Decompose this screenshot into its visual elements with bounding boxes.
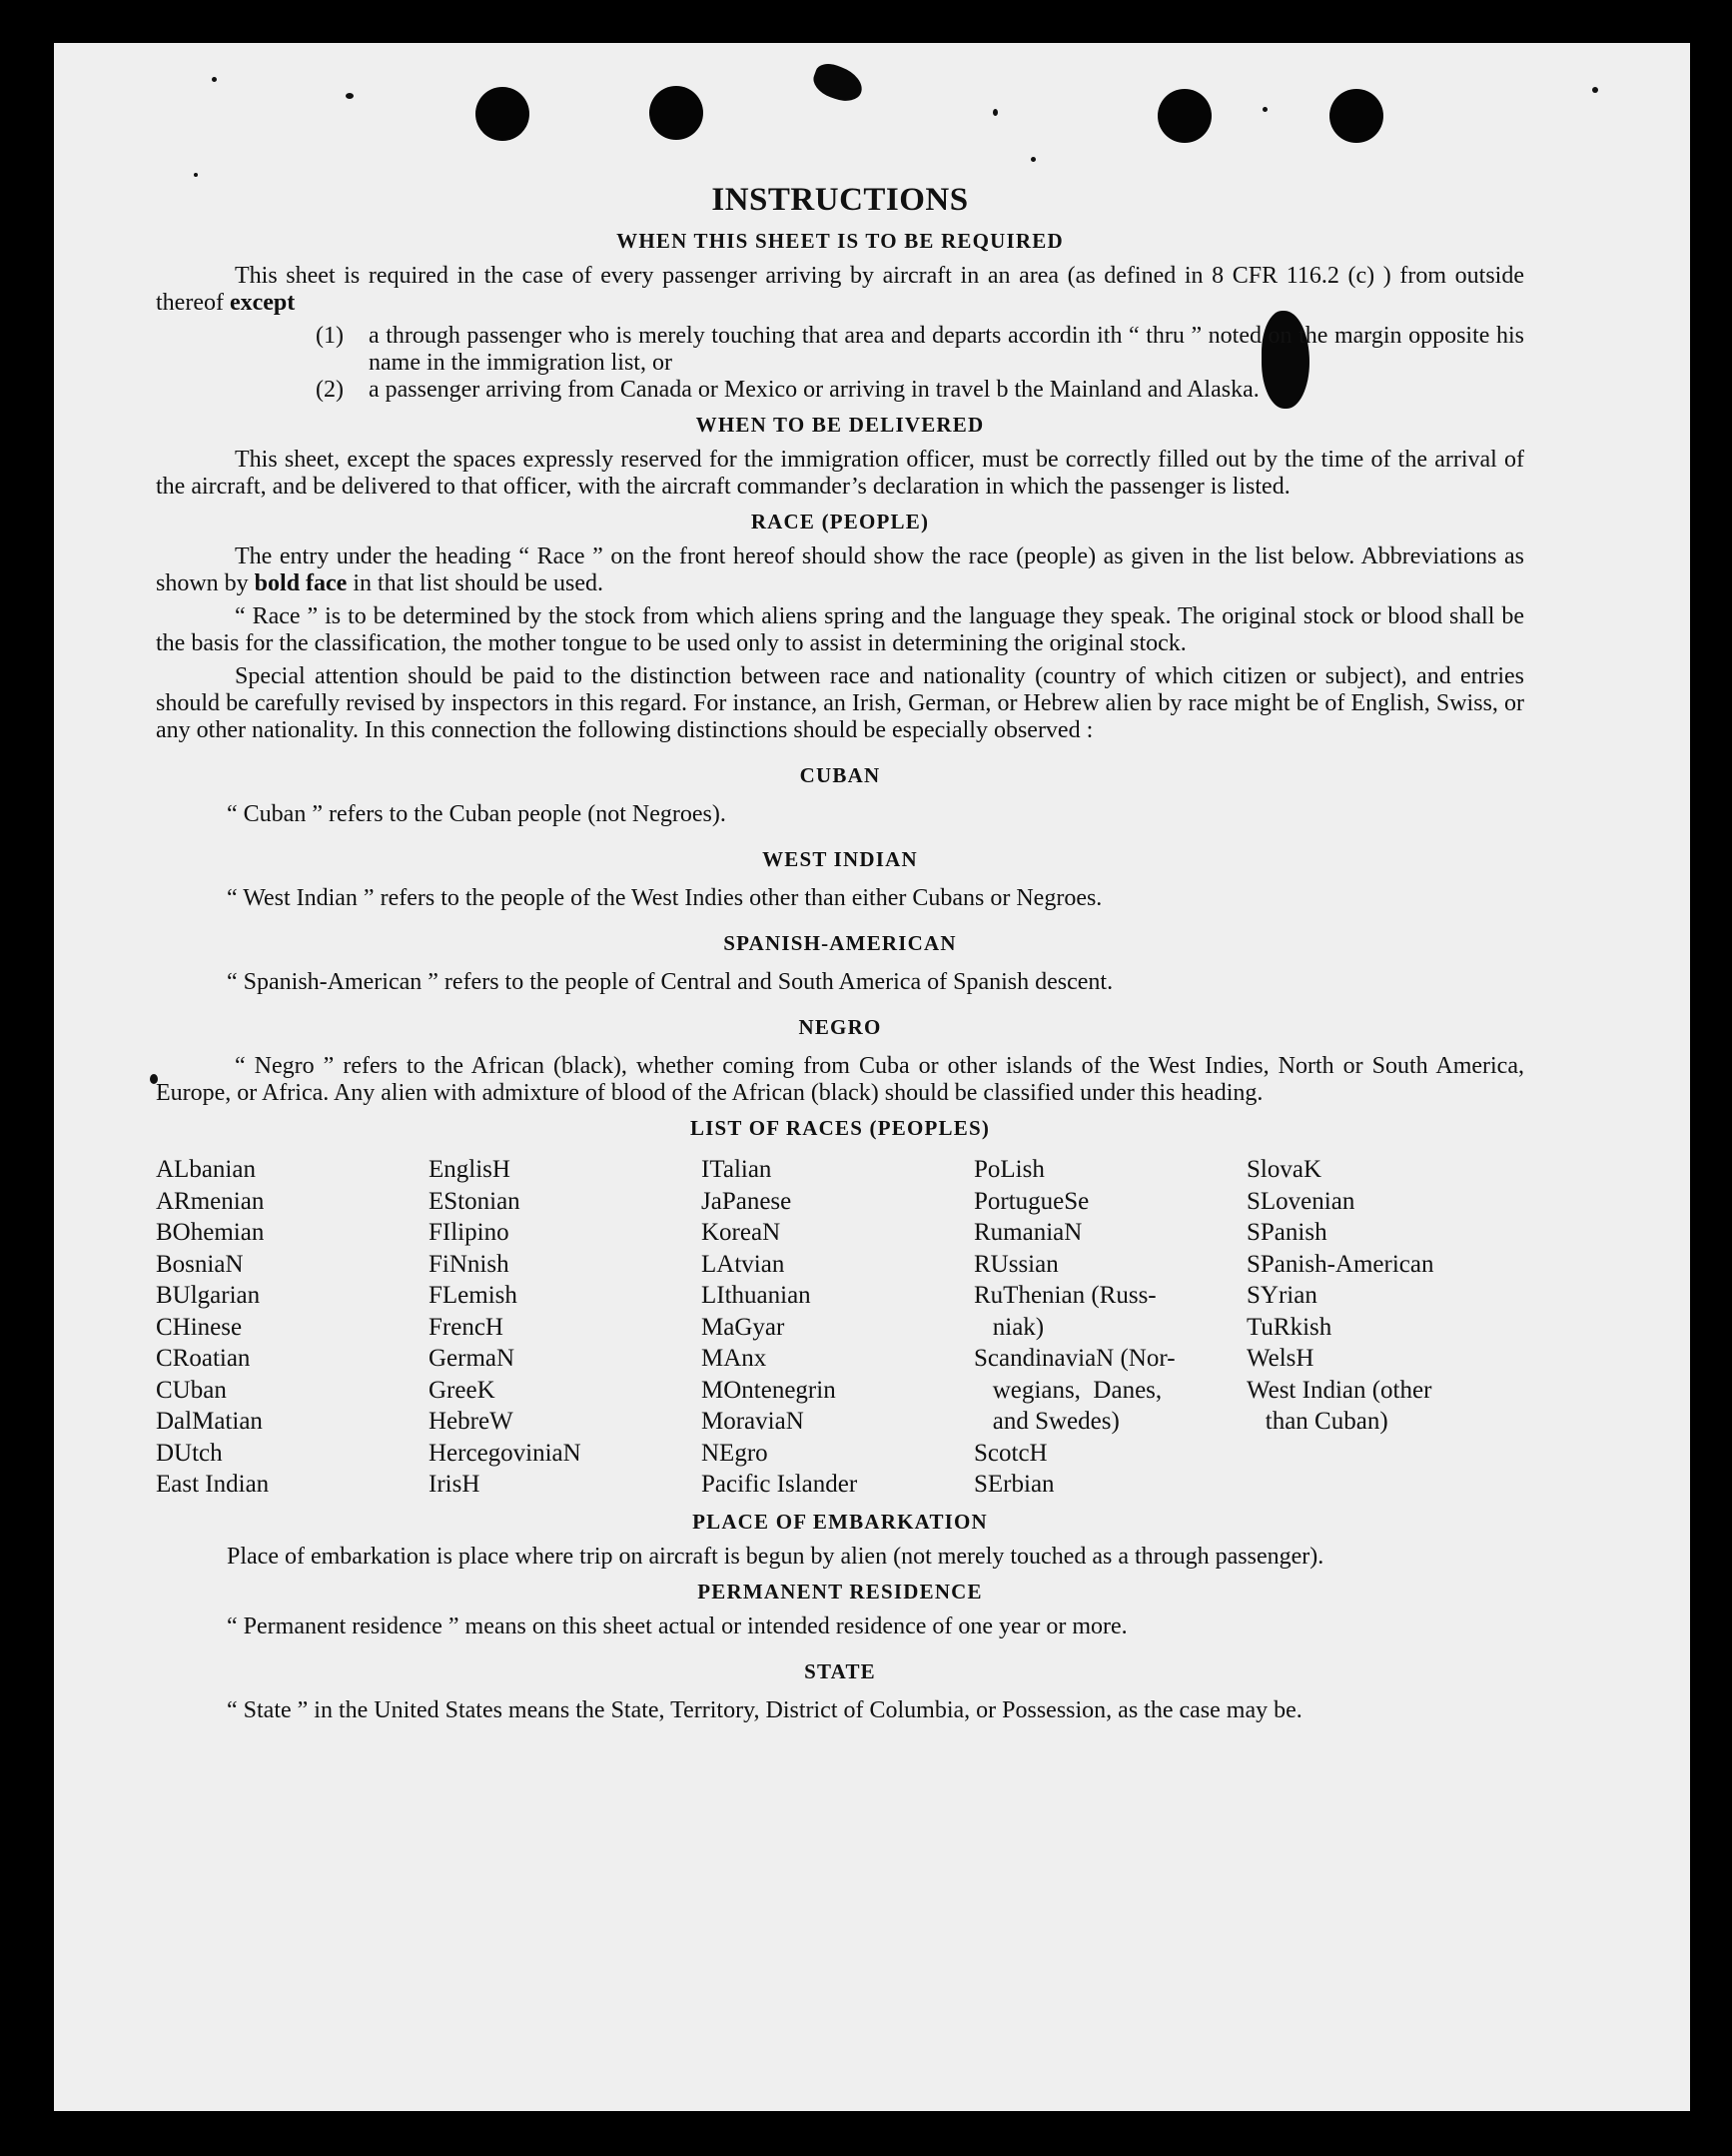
race-item: GreeK [429, 1376, 495, 1404]
section-heading: WHEN THIS SHEET IS TO BE REQUIRED [616, 229, 1064, 253]
list-item [316, 323, 1524, 377]
paragraph: “ State ” in the United States means the State, Territory, District of Columbia, or Possession, as the case may be. [227, 1696, 1302, 1723]
section-heading: SPANISH-AMERICAN [723, 931, 957, 955]
paragraph: “ Race ” is to be determined by the stock from which aliens spring and the language they speak. The original stock or blood shall be the basis for the classification, the mother tongue to be used only to assist in determining the original stock. [156, 603, 1524, 656]
race-item: FrencH [429, 1313, 503, 1341]
item-number: (2) [316, 377, 344, 403]
race-item: BOhemian [156, 1219, 265, 1246]
race-column [156, 1154, 429, 1501]
race-column [974, 1154, 1247, 1501]
race-item: SPanish-American [1247, 1250, 1434, 1278]
paragraph: This sheet, except the spaces expressly reserved for the immigration officer, must be correctly filled out by the time of the arrival of the aircraft, and be delivered to that officer, with the aircraft commander’s declaration in which the passenger is listed. [156, 447, 1524, 500]
paragraph: “ Cuban ” refers to the Cuban people (not Negroes). [227, 801, 726, 827]
speck [212, 77, 217, 82]
speck [1263, 107, 1268, 112]
race-item: IrisH [429, 1471, 480, 1498]
punch-hole [475, 87, 529, 141]
race-item: PortugueSe [974, 1187, 1090, 1215]
section-heading: NEGRO [798, 1015, 882, 1039]
paragraph-text: The entry under the heading “ Race ” on the front hereof should show the race (people) as given in the list below. Abbreviations as shown by [156, 543, 1524, 596]
race-item: SYrian [1247, 1282, 1317, 1309]
race-column [1247, 1154, 1476, 1501]
race-item: MoraviaN [701, 1408, 804, 1435]
speck [1031, 157, 1036, 162]
paragraph: “ Spanish-American ” refers to the people of Central and South America of Spanish descent. [227, 969, 1114, 995]
race-item: CUban [156, 1376, 227, 1404]
section-heading: LIST OF RACES (PEOPLES) [689, 1116, 991, 1140]
race-item: FiNnish [429, 1250, 509, 1278]
section-heading: CUBAN [799, 763, 881, 787]
bold-text: except [229, 290, 296, 316]
race-item: FIlipino [429, 1219, 509, 1246]
race-item: SPanish [1247, 1219, 1327, 1246]
race-item: ITalian [701, 1156, 772, 1183]
item-text: a through passenger who is merely touching that area and departs accordin ith “ thru ” noted on the margin opposite his name in the immigration list, or [369, 323, 1524, 376]
paragraph: “ Permanent residence ” means on this sheet actual or intended residence of one year or more. [227, 1613, 1128, 1639]
race-item: ALbanian [156, 1156, 256, 1183]
exception-list [156, 323, 1524, 404]
paragraph: “ West Indian ” refers to the people of the West Indies other than either Cubans or Negroes. [227, 885, 1103, 911]
race-item: SLovenian [1247, 1187, 1355, 1215]
section-heading: STATE [804, 1658, 876, 1683]
race-item: GermaN [429, 1345, 515, 1372]
race-item: HercegoviniaN [429, 1439, 581, 1467]
bold-text: bold face [254, 570, 348, 596]
race-item: FLemish [429, 1282, 517, 1309]
race-item: CHinese [156, 1313, 243, 1341]
race-item: MOntenegrin [701, 1376, 836, 1404]
paragraph: Place of embarkation is place where trip on aircraft is begun by alien (not merely touched as a through passenger). [227, 1543, 1324, 1570]
race-item: and Swedes) [974, 1408, 1120, 1435]
race-item: SErbian [974, 1471, 1055, 1498]
race-item: EStonian [429, 1187, 520, 1215]
race-item: SlovaK [1247, 1156, 1321, 1183]
race-item: RUssian [974, 1250, 1059, 1278]
race-item: JaPanese [701, 1187, 792, 1215]
item-number: (1) [316, 323, 344, 349]
race-item: DUtch [156, 1439, 223, 1467]
race-item: ScandinaviaN (Nor- [974, 1345, 1176, 1372]
race-column [429, 1154, 701, 1501]
paragraph [156, 543, 1524, 597]
race-item: wegians, Danes, [974, 1376, 1163, 1404]
race-item: CRoatian [156, 1345, 251, 1372]
race-item: PoLish [974, 1156, 1045, 1183]
race-item: West Indian (other [1247, 1376, 1432, 1404]
section-heading: PLACE OF EMBARKATION [692, 1509, 988, 1534]
race-item: BosniaN [156, 1250, 244, 1278]
race-item: BUlgarian [156, 1282, 261, 1309]
item-text: a passenger arriving from Canada or Mexico or arriving in travel b the Mainland and Alaska. [369, 377, 1260, 403]
race-item: HebreW [429, 1408, 513, 1435]
race-list [156, 1154, 1524, 1501]
section-heading: RACE (PEOPLE) [750, 510, 930, 534]
race-item: RumaniaN [974, 1219, 1083, 1246]
race-item: DalMatian [156, 1408, 263, 1435]
race-item: EnglisH [429, 1156, 510, 1183]
list-item [316, 377, 1524, 404]
race-item: ARmenian [156, 1187, 265, 1215]
race-item: ScotcH [974, 1439, 1048, 1467]
paragraph-text: This sheet is required in the case of every passenger arriving by aircraft in an area (as defined in 8 CFR 116.2 (c) ) from outside thereof [156, 263, 1524, 316]
page-title: INSTRUCTIONS [711, 182, 969, 218]
section-heading: PERMANENT RESIDENCE [697, 1579, 983, 1604]
race-item: LIthuanian [701, 1282, 811, 1309]
punch-hole [1158, 89, 1212, 143]
speck [993, 109, 998, 116]
race-item: TuRkish [1247, 1313, 1332, 1341]
punch-hole [649, 86, 703, 140]
section-heading: WHEN TO BE DELIVERED [695, 413, 985, 437]
punch-hole [1329, 89, 1383, 143]
paragraph: “ Negro ” refers to the African (black), whether coming from Cuba or other islands of the West Indies, North or South America, Europe, or Africa. Any alien with admixture of blood of the African (black) should be classified under this heading. [156, 1053, 1524, 1106]
race-item: than Cuban) [1247, 1408, 1388, 1435]
race-item: MAnx [701, 1345, 767, 1372]
race-item: KoreaN [701, 1219, 781, 1246]
paragraph [156, 263, 1524, 317]
race-item: LAtvian [701, 1250, 785, 1278]
speck [1592, 87, 1598, 93]
section-heading: WEST INDIAN [762, 847, 918, 871]
race-item: RuThenian (Russ- [974, 1282, 1157, 1309]
paragraph: Special attention should be paid to the distinction between race and nationality (country of which citizen or subject), and entries should be carefully revised by inspectors in this regard. For instance, an Irish, German, or Hebrew alien by race might be of English, Swiss, or any other nationality. In this connection the following distinctions should be especially observed : [156, 663, 1524, 743]
ink-blot [809, 59, 867, 106]
race-item: WelsH [1247, 1345, 1314, 1372]
race-item: NEgro [701, 1439, 768, 1467]
speck [346, 93, 354, 99]
race-column [701, 1154, 974, 1501]
race-item: niak) [974, 1313, 1045, 1341]
paragraph-text: in that list should be used. [353, 570, 603, 596]
document-body [156, 170, 1524, 1730]
race-item: Pacific Islander [701, 1471, 858, 1498]
race-item: East Indian [156, 1471, 270, 1498]
race-item: MaGyar [701, 1313, 785, 1341]
